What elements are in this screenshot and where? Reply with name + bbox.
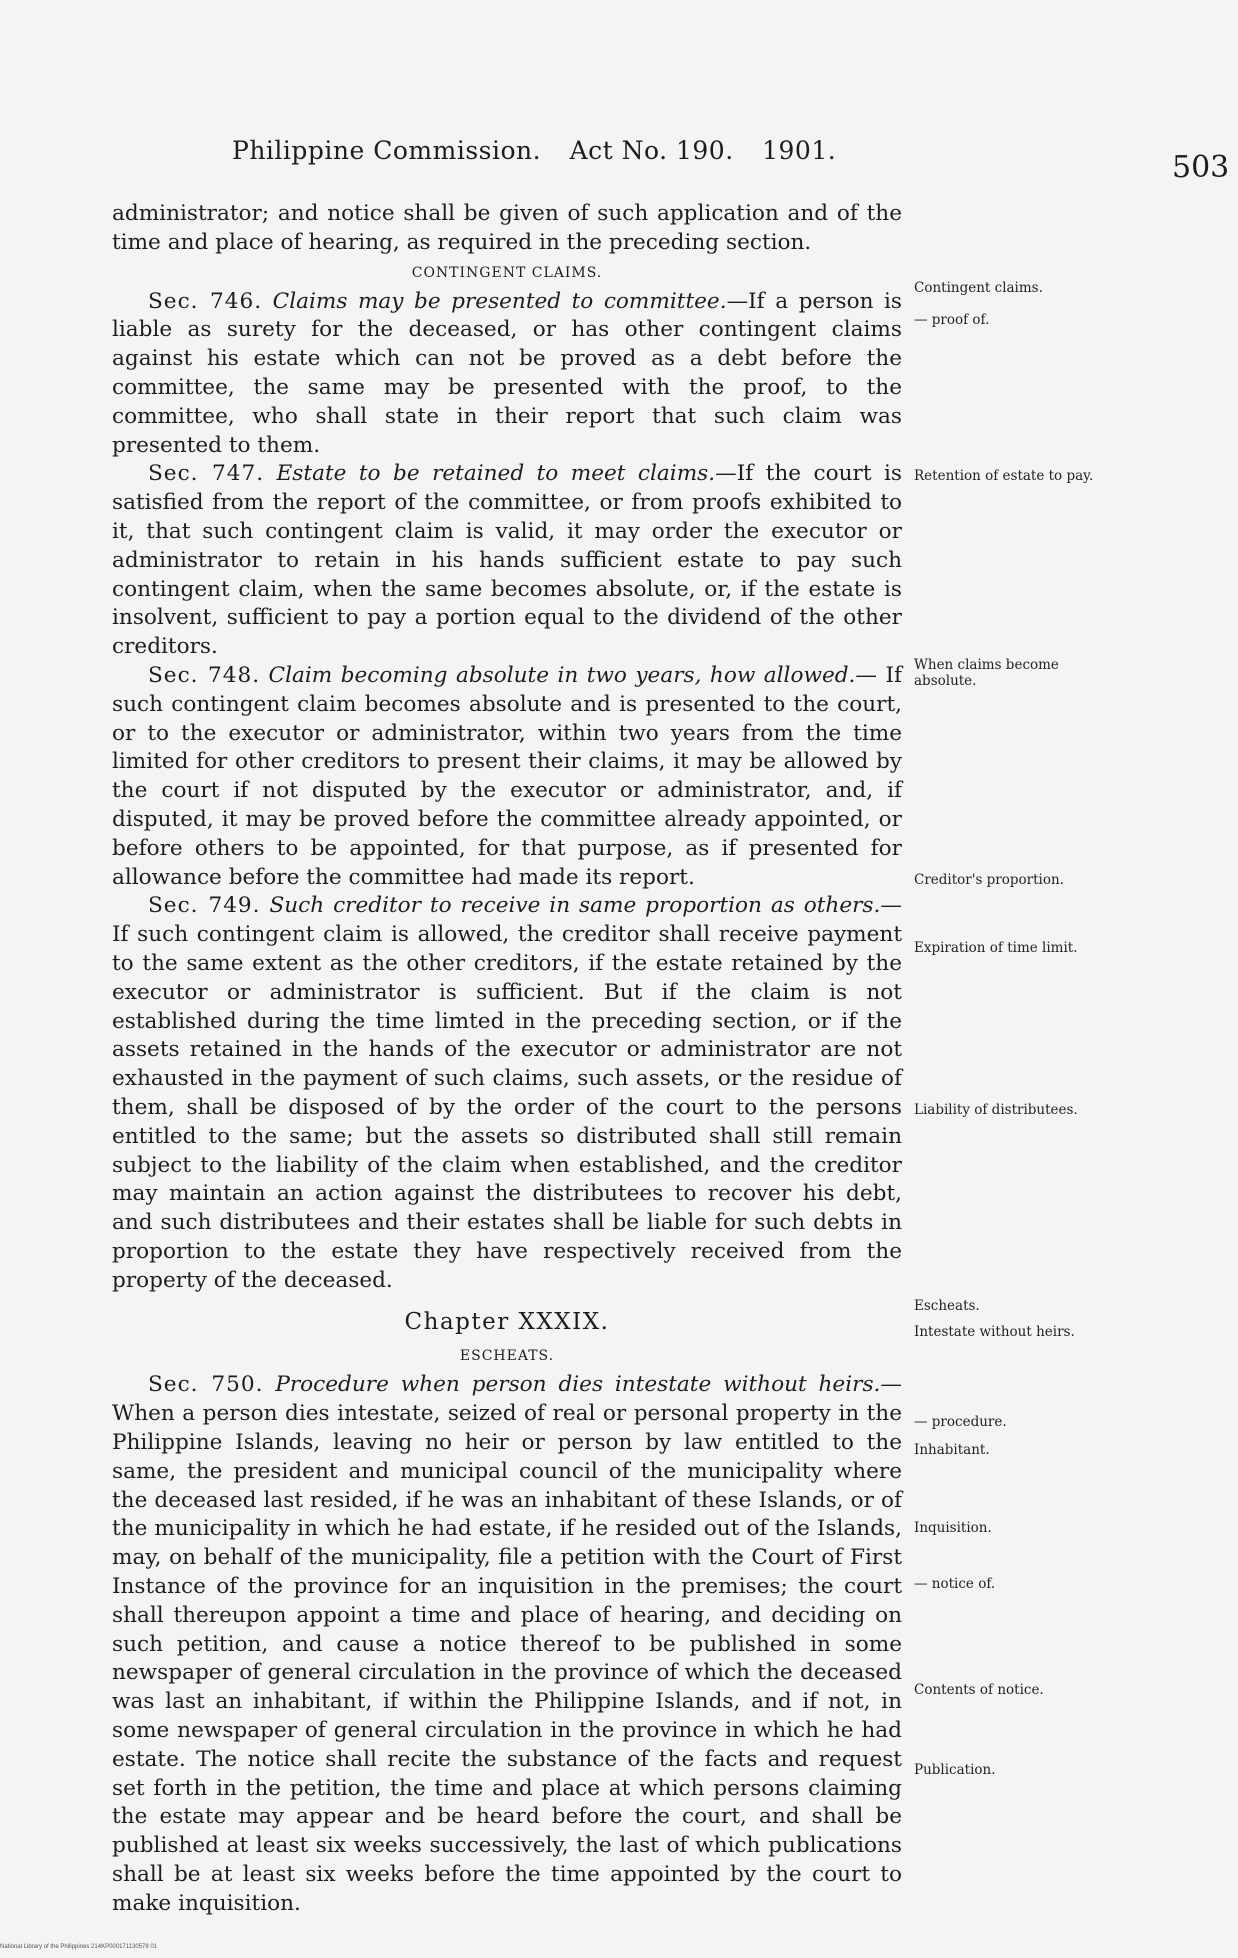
margin-note-intestate: Intestate without heirs. bbox=[914, 1324, 1075, 1340]
margin-note-inquisition: Inquisition. bbox=[914, 1520, 992, 1536]
section-750-text: — When a person dies intestate, seized of real or personal property in the Philippine Islands, leaving no heir or person by law entitled to the same, the president and municipal council of the municipality where the deceased last resided, if he was an inhabitant of these Islands, or of the municipality in which he had estate, if he resided out of the Islands, may, on behalf of the municipality, file a petition with the Court of First Instance of the province for an inquisition in the premises; the court shall thereupon appoint a time and place of hearing, and deciding on such petition, and cause a notice thereof to be published in some newspaper of general circulation in the province of which the deceased was last an inhabitant, if within the Philippine Islands, and if not, in some newspaper of general circulation in the province in which he had estate. The notice shall recite the substance of the facts and request set forth in the petition, the time and place at which persons claiming the estate may appear and be heard before the court, and shall be published at least six weeks successively, the last of which publications shall be at least six weeks before the time appointed by the court to make inquisition. bbox=[112, 1372, 902, 1916]
margin-note-creditors-proportion: Creditor's proportion. bbox=[914, 872, 1064, 888]
section-748-title: Claim becoming absolute in two years, how allowed. bbox=[268, 662, 856, 688]
section-746 bbox=[112, 288, 902, 461]
section-750-title: Procedure when person dies intestate without heirs. bbox=[275, 1372, 881, 1398]
section-747-text: —If the court is satisfied from the report of the committee, or from proofs exhibited to it, that such contingent claim is valid, it may order the executor or administrator to retain in his hands sufficient estate to pay such contingent claim, when the same becomes absolute, or, if the estate is insolvent, sufficient to pay a portion equal to the dividend of the other creditors. bbox=[112, 461, 902, 660]
section-748 bbox=[112, 662, 902, 892]
running-head-year: 1901. bbox=[762, 136, 837, 165]
section-747-title: Estate to be retained to meet claims. bbox=[276, 461, 716, 487]
section-749-label: Sec. 749. bbox=[148, 893, 261, 919]
margin-note-liability: Liability of distributees. bbox=[914, 1102, 1078, 1118]
running-head-act: Act No. 190. bbox=[569, 136, 734, 165]
margin-note-publication: Publication. bbox=[914, 1762, 996, 1778]
section-746-title: Claims may be presented to committee. bbox=[272, 288, 727, 314]
page-number: 503 bbox=[1172, 150, 1230, 185]
section-heading-escheats: ESCHEATS. bbox=[459, 1348, 555, 1365]
section-748-text: — If such contingent claim becomes absolute and is presented to the court, or to the executor or administrator, within two years from the time limited for other creditors to present their claims, it may be allowed by the court if not disputed by the executor or administrator, and, if disputed, it may be proved before the committee already appointed, or before others to be appointed, for that purpose, as if presented for allowance before the committee had made its report. bbox=[112, 662, 902, 890]
margin-note-contingent-claims: Contingent claims. bbox=[914, 280, 1043, 296]
section-747-label: Sec. 747. bbox=[148, 461, 265, 487]
section-749-title: Such creditor to receive in same proportion as others. bbox=[269, 893, 881, 919]
margin-note-notice-of: — notice of. bbox=[914, 1576, 996, 1592]
section-746-text: —If a person is liable as surety for the deceased, or has other contingent claims against his estate which can not be proved as a debt before the committee, the same may be presented with the proof, to the committee, who shall state in their report that such claim was presented to them. bbox=[112, 288, 903, 458]
margin-note-inhabitant: Inhabitant. bbox=[914, 1442, 990, 1458]
margin-note-escheats: Escheats. bbox=[914, 1298, 980, 1314]
margin-note-contents-notice: Contents of notice. bbox=[914, 1682, 1044, 1698]
body-text bbox=[112, 200, 902, 1919]
running-head-commission: Philippine Commission. bbox=[232, 136, 542, 165]
margin-note-expiration: Expiration of time limit. bbox=[914, 940, 1078, 956]
section-748-label: Sec. 748. bbox=[148, 662, 261, 688]
opening-paragraph: administrator; and notice shall be given of such application and of the time and place of hearing, as required in the preceding section. bbox=[112, 201, 902, 255]
section-750-label: Sec. 750. bbox=[148, 1372, 264, 1398]
section-746-label: Sec. 746. bbox=[148, 288, 263, 314]
margin-note-when-absolute: When claims become absolute. bbox=[914, 657, 1059, 689]
margin-note-proof-of: — proof of. bbox=[914, 312, 990, 328]
section-747 bbox=[112, 460, 902, 662]
margin-note-retention: Retention of estate to pay. bbox=[914, 468, 1094, 484]
section-heading-contingent: CONTINGENT CLAIMS. bbox=[411, 264, 603, 281]
footer-credit: National Library of the Philippines 214KP000171130578 01 bbox=[0, 1944, 158, 1950]
section-750 bbox=[112, 1371, 902, 1918]
margin-note-procedure: — procedure. bbox=[914, 1414, 1007, 1430]
section-749 bbox=[112, 892, 902, 1295]
running-head bbox=[232, 136, 837, 165]
chapter-heading: Chapter XXXIX. bbox=[404, 1309, 610, 1336]
section-749-text: — If such contingent claim is allowed, the creditor shall receive payment to the same extent as the other creditors, if the estate retained by the executor or administrator is sufficient. But if the claim is not established during the time limted in the preceding section, or if the assets retained in the hands of the executor or administrator are not exhausted in the payment of such claims, such assets, or the residue of them, shall be disposed of by the order of the court to the persons entitled to the same; but the assets so distributed shall still remain subject to the liability of the claim when established, and the creditor may maintain an action against the distributees to recover his debt, and such distributees and their estates shall be liable for such debts in proportion to the estate they have respectively received from the property of the deceased. bbox=[112, 893, 902, 1293]
